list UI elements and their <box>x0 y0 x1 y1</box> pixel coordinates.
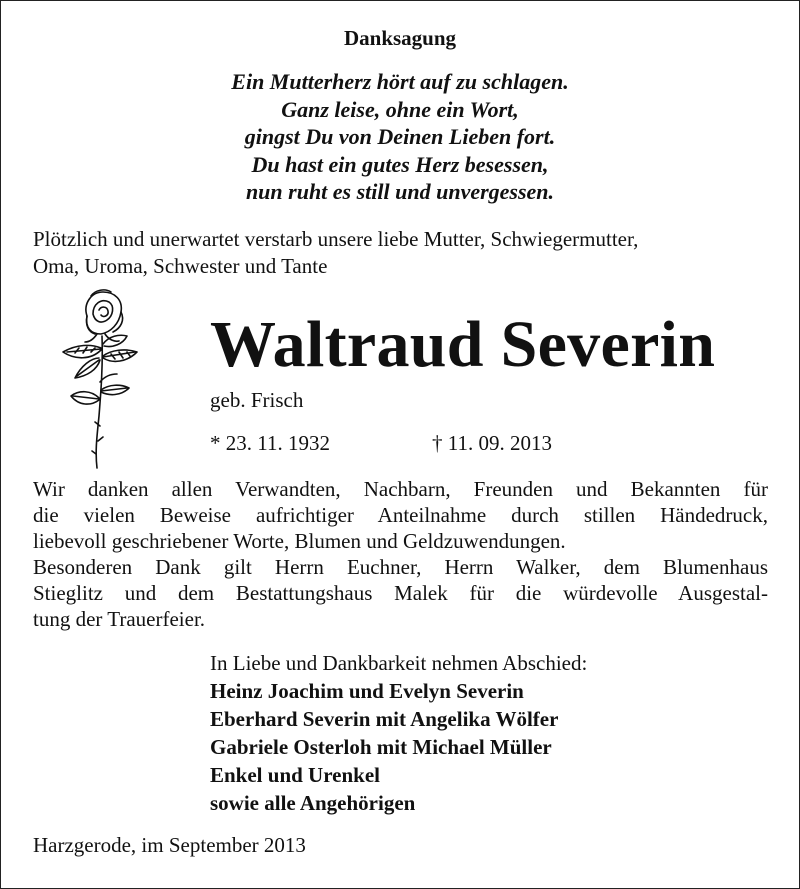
poem-line: Ganz leise, ohne ein Wort, <box>281 96 519 122</box>
notice-heading: Danksagung <box>343 26 457 50</box>
rose-icon <box>55 286 145 471</box>
mourner: Eberhard Severin mit Angelika Wölfer <box>210 707 559 731</box>
thanks-line: tung der Trauerfeier. <box>33 606 206 631</box>
thanks-line: liebevoll geschriebener Worte, Blumen und Geldzuwendungen. <box>33 528 566 553</box>
mourner: Gabriele Osterloh mit Michael Müller <box>210 735 552 759</box>
poem-line: gingst Du von Deinen Lieben fort. <box>244 124 556 149</box>
mourners-list <box>210 677 558 817</box>
thanks-line: Wir danken allen Verwandten, Nachbarn, Freunden und Bekannten für <box>33 477 768 501</box>
intro-line: Oma, Uroma, Schwester und Tante <box>33 254 328 278</box>
farewell-line: In Liebe und Dankbarkeit nehmen Abschied: <box>210 651 588 675</box>
mourner: sowie alle Angehörigen <box>210 791 416 815</box>
thanks-line: Stieglitz und dem Bestattungshaus Malek für die würdevolle Ausgestal- <box>33 580 768 605</box>
poem-line: Du hast ein gutes Herz besessen, <box>251 151 549 177</box>
birth-date: * 23. 11. 1932 <box>210 431 330 455</box>
deceased-name: Waltraud Severin <box>210 308 716 381</box>
poem-line: nun ruht es still und unvergessen. <box>245 179 555 204</box>
mourner: Heinz Joachim und Evelyn Severin <box>210 679 524 703</box>
birth-name: geb. Frisch <box>210 388 304 412</box>
intro-line: Plötzlich und unerwartet verstarb unsere liebe Mutter, Schwiegermutter, <box>33 227 639 251</box>
death-date: † 11. 09. 2013 <box>432 431 552 455</box>
thanks-line: Besonderen Dank gilt Herrn Euchner, Herrn Walker, dem Blumenhaus <box>33 554 768 579</box>
poem <box>0 68 800 206</box>
thanks-line: die vielen Beweise aufrichtiger Anteilnahme durch stillen Händedruck, <box>33 502 768 527</box>
place-and-date: Harzgerode, im September 2013 <box>33 833 306 857</box>
intro-text <box>33 226 773 280</box>
poem-line: Ein Mutterherz hört auf zu schlagen. <box>231 69 569 94</box>
thanks-text <box>33 477 768 632</box>
mourner: Enkel und Urenkel <box>210 763 380 787</box>
